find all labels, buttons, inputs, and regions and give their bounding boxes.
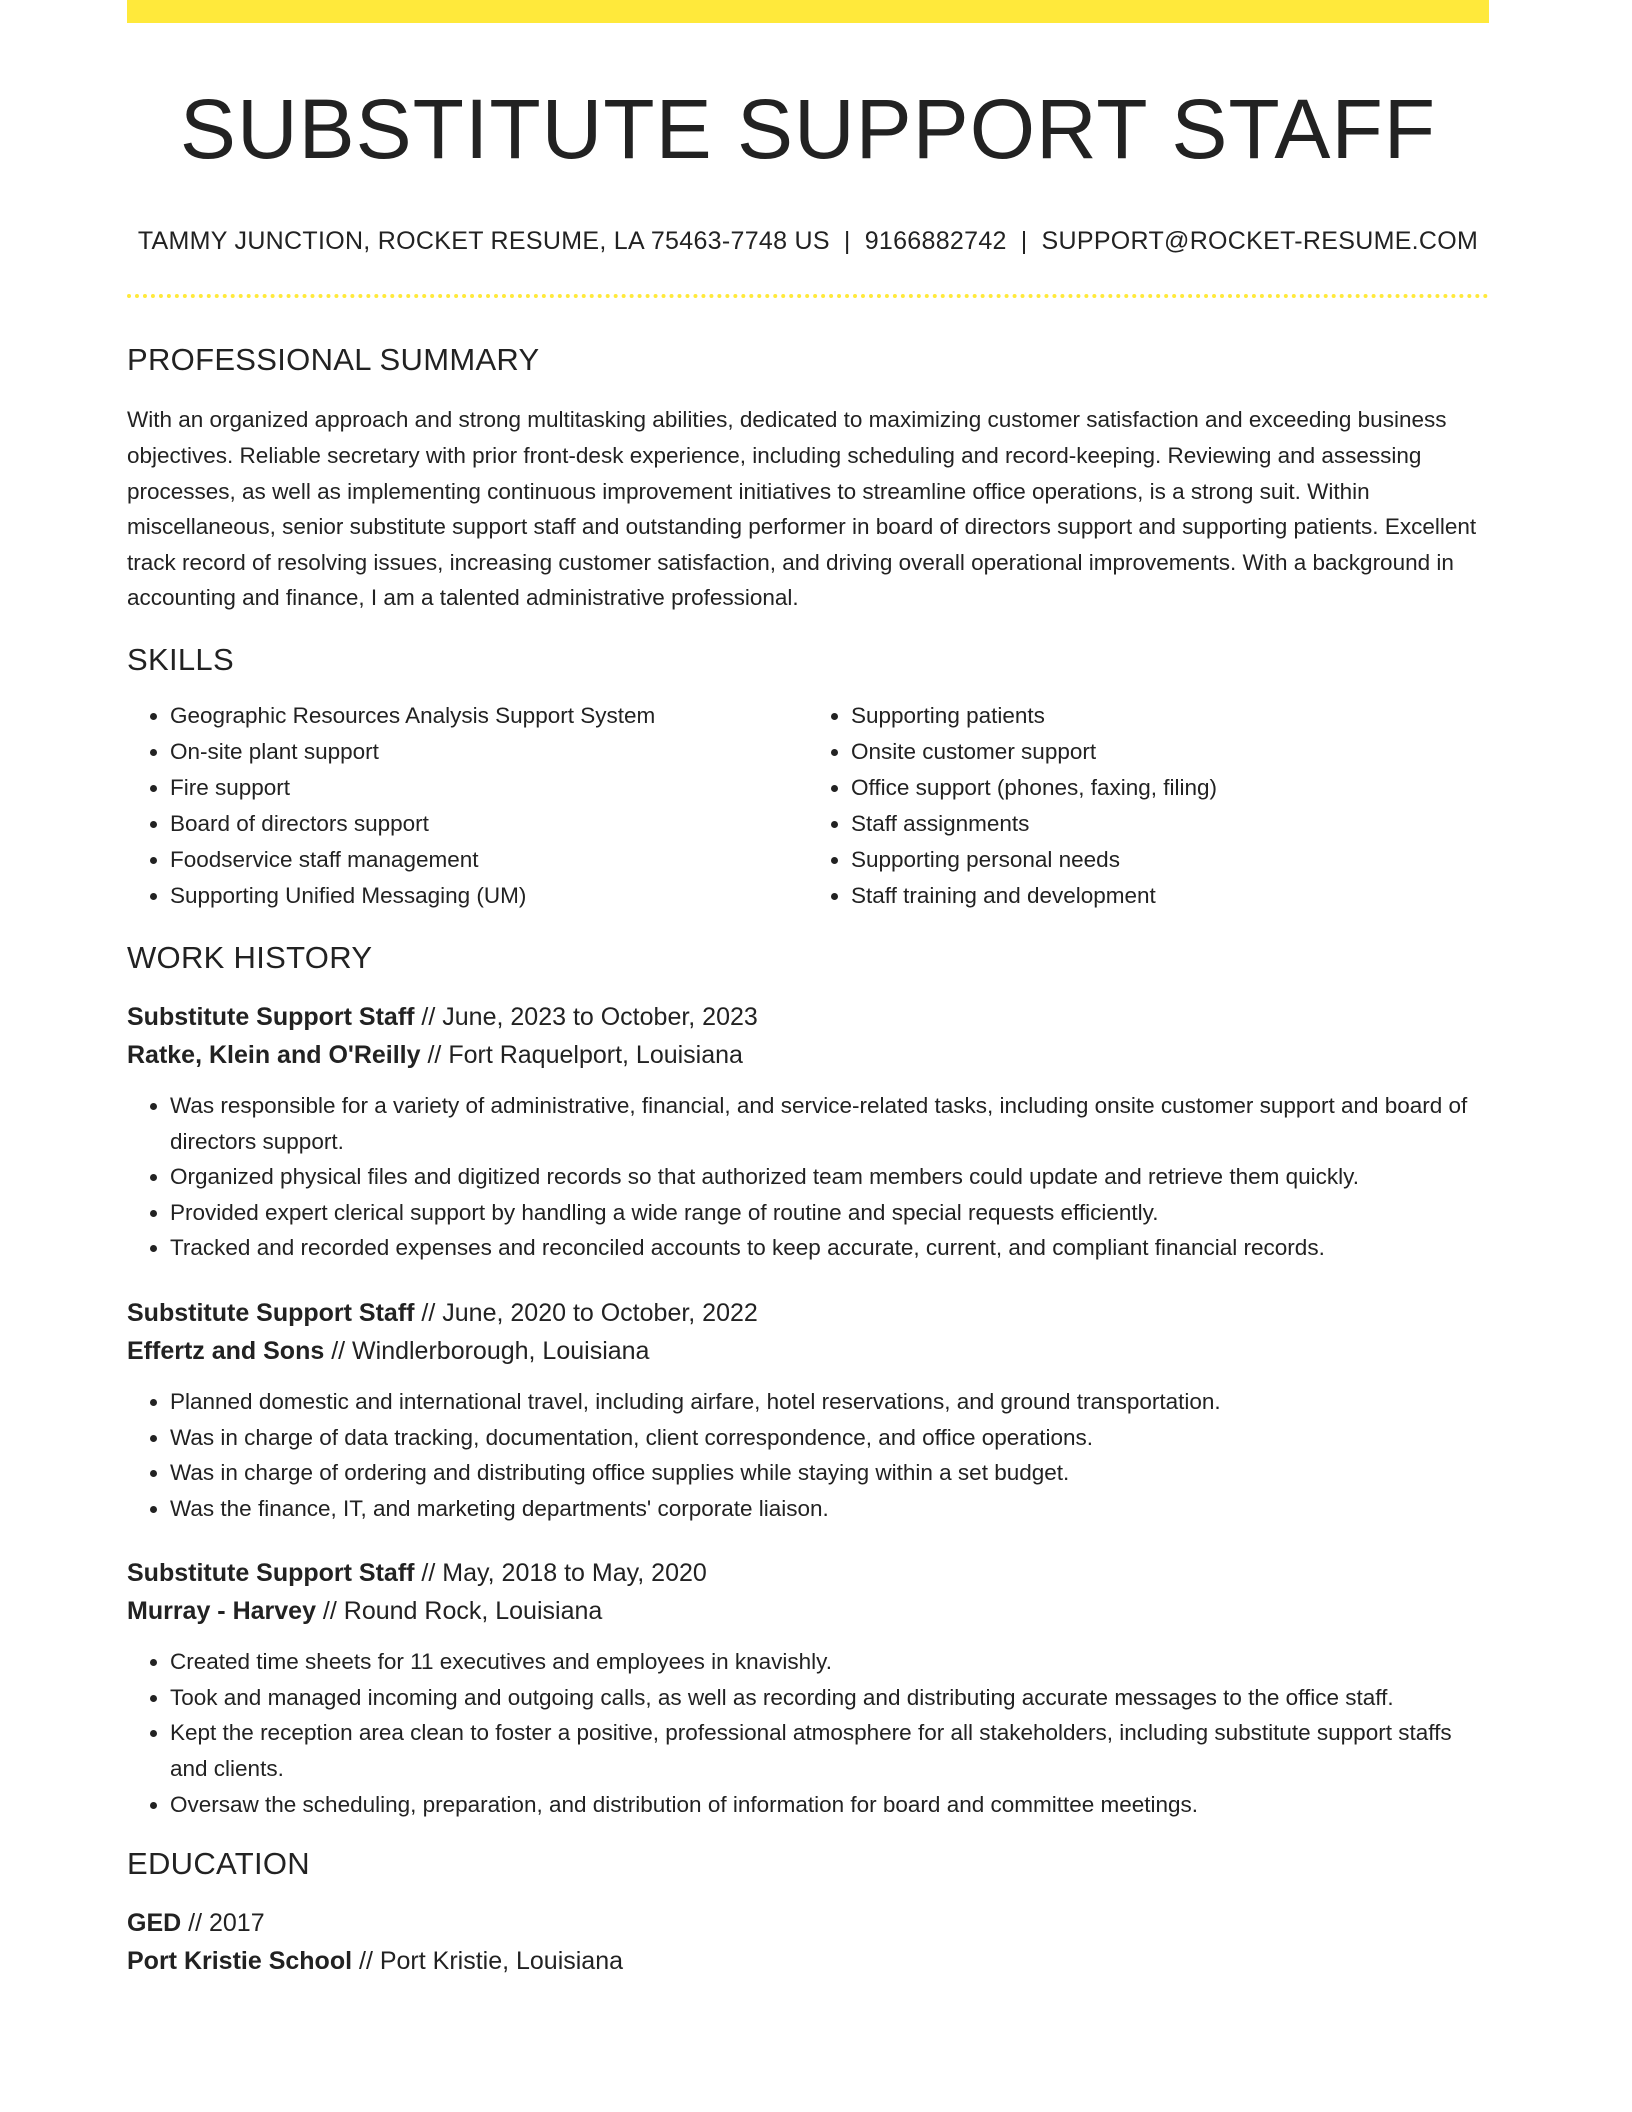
job-bullet: • Planned domestic and international travel, including airfare, hotel reservations, and ground transportation.: [170, 1384, 1489, 1420]
job-bullet: • Was in charge of ordering and distributing office supplies while staying within a set budget.: [170, 1455, 1489, 1491]
skill-item: • Onsite customer support: [851, 734, 1489, 770]
job-entry: [127, 998, 1489, 1266]
resume-title: SUBSTITUTE SUPPORT STAFF: [179, 82, 1437, 176]
location-separator: //: [420, 1040, 449, 1069]
job-spacer: [127, 1526, 1489, 1554]
job-bullet: • Was the finance, IT, and marketing departments' corporate liaison.: [170, 1491, 1489, 1527]
job-title-line: [127, 1294, 1489, 1332]
job-company-line: [127, 1036, 1489, 1074]
date-separator: //: [181, 1909, 209, 1938]
job-dates: June, 2020 to October, 2022: [442, 1298, 758, 1327]
skill-item: • Fire support: [170, 770, 808, 806]
education-location: Port Kristie, Louisiana: [379, 1947, 624, 1976]
job-location: Fort Raquelport, Louisiana: [448, 1040, 743, 1069]
skills-heading: SKILLS: [127, 641, 234, 677]
job-company-line: [127, 1592, 1489, 1630]
job-company: Ratke, Klein and O'Reilly: [127, 1040, 421, 1069]
education-degree-line: [127, 1904, 1489, 1942]
summary-heading: PROFESSIONAL SUMMARY: [127, 342, 540, 378]
education-entry: [127, 1904, 1489, 1980]
job-entry: [127, 1554, 1489, 1822]
skill-item: • Geographic Resources Analysis Support System: [170, 698, 808, 734]
skill-item: • Supporting patients: [851, 698, 1489, 734]
job-bullet: • Oversaw the scheduling, preparation, and distribution of information for board and committee meetings.: [170, 1787, 1489, 1823]
job-title: Substitute Support Staff: [127, 1002, 415, 1031]
job-title: Substitute Support Staff: [127, 1559, 415, 1588]
job-bullet: • Created time sheets for 11 executives and employees in knavishly.: [170, 1644, 1489, 1680]
job-bullet: • Was responsible for a variety of administrative, financial, and service-related tasks, including onsite customer support and board of directors support.: [170, 1088, 1489, 1159]
skill-item: • Supporting personal needs: [851, 842, 1489, 878]
date-separator: //: [414, 1559, 443, 1588]
work-history-heading: WORK HISTORY: [127, 939, 373, 975]
resume-page: [127, 0, 1489, 1980]
skills-column-left: [127, 698, 808, 914]
job-bullets: [127, 1384, 1489, 1526]
location-separator: //: [315, 1597, 344, 1626]
dotted-divider: [127, 294, 1489, 298]
job-bullets: [127, 1088, 1489, 1266]
job-bullet: • Organized physical files and digitized records so that authorized team members could update and retrieve them quickly.: [170, 1159, 1489, 1195]
job-bullet: • Was in charge of data tracking, documentation, client correspondence, and office operations.: [170, 1420, 1489, 1456]
education-school: Port Kristie School: [127, 1947, 353, 1976]
job-location: Round Rock, Louisiana: [343, 1597, 603, 1626]
job-company: Effertz and Sons: [127, 1336, 325, 1365]
job-location: Windlerborough, Louisiana: [352, 1336, 650, 1365]
skills-column-right: [808, 698, 1489, 914]
skill-item: • Supporting Unified Messaging (UM): [170, 878, 808, 914]
date-separator: //: [414, 1298, 443, 1327]
education-degree: GED: [127, 1909, 182, 1938]
contact-address: TAMMY JUNCTION, ROCKET RESUME, LA 75463-7748 US: [137, 227, 830, 256]
job-entry: [127, 1294, 1489, 1526]
accent-top-bar: [127, 0, 1489, 23]
contact-phone: 9166882742: [864, 227, 1007, 256]
contact-email: SUPPORT@ROCKET-RESUME.COM: [1041, 227, 1479, 256]
skill-item: • Board of directors support: [170, 806, 808, 842]
skill-item: • Staff assignments: [851, 806, 1489, 842]
skill-item: • Foodservice staff management: [170, 842, 808, 878]
education-school-line: [127, 1942, 1489, 1980]
skill-item: • Office support (phones, faxing, filing): [851, 770, 1489, 806]
contact-separator: |: [843, 227, 851, 256]
job-dates: June, 2023 to October, 2023: [442, 1002, 758, 1031]
skills-list: [127, 698, 1489, 914]
date-separator: //: [414, 1002, 443, 1031]
education-year: 2017: [208, 1909, 265, 1938]
job-company: Murray - Harvey: [127, 1597, 316, 1626]
job-dates: May, 2018 to May, 2020: [442, 1559, 707, 1588]
job-bullet: • Tracked and recorded expenses and reconciled accounts to keep accurate, current, and compliant financial records.: [170, 1230, 1489, 1266]
education-heading: EDUCATION: [127, 1846, 310, 1882]
location-separator: //: [352, 1947, 380, 1976]
job-title: Substitute Support Staff: [127, 1298, 415, 1327]
location-separator: //: [324, 1336, 353, 1365]
contact-separator: |: [1020, 227, 1028, 256]
skill-item: • Staff training and development: [851, 878, 1489, 914]
job-company-line: [127, 1332, 1489, 1370]
summary-text: With an organized approach and strong multitasking abilities, dedicated to maximizing customer satisfaction and exceeding business objectives. Reliable secretary with prior front-desk experience, including scheduling and record-keeping. Reviewing and assessing processes, as well as implementing continuous improvement initiatives to streamline office operations, is a strong suit. Within miscellaneous, senior substitute support staff and outstanding performer in board of directors support and supporting patients. Excellent track record of resolving issues, increasing customer satisfaction, and driving overall operational improvements. With a background in accounting and finance, I am a talented administrative professional.: [127, 407, 1477, 611]
job-title-line: [127, 998, 1489, 1036]
job-bullet: • Took and managed incoming and outgoing calls, as well as recording and distributing accurate messages to the office staff.: [170, 1680, 1489, 1716]
contact-line: [127, 227, 1489, 256]
job-spacer: [127, 1266, 1489, 1294]
skill-item: • On-site plant support: [170, 734, 808, 770]
job-bullet: • Provided expert clerical support by handling a wide range of routine and special requests efficiently.: [170, 1195, 1489, 1231]
job-bullet: • Kept the reception area clean to foster a positive, professional atmosphere for all stakeholders, including substitute support staffs and clients.: [170, 1715, 1489, 1786]
job-bullets: [127, 1644, 1489, 1822]
job-title-line: [127, 1554, 1489, 1592]
